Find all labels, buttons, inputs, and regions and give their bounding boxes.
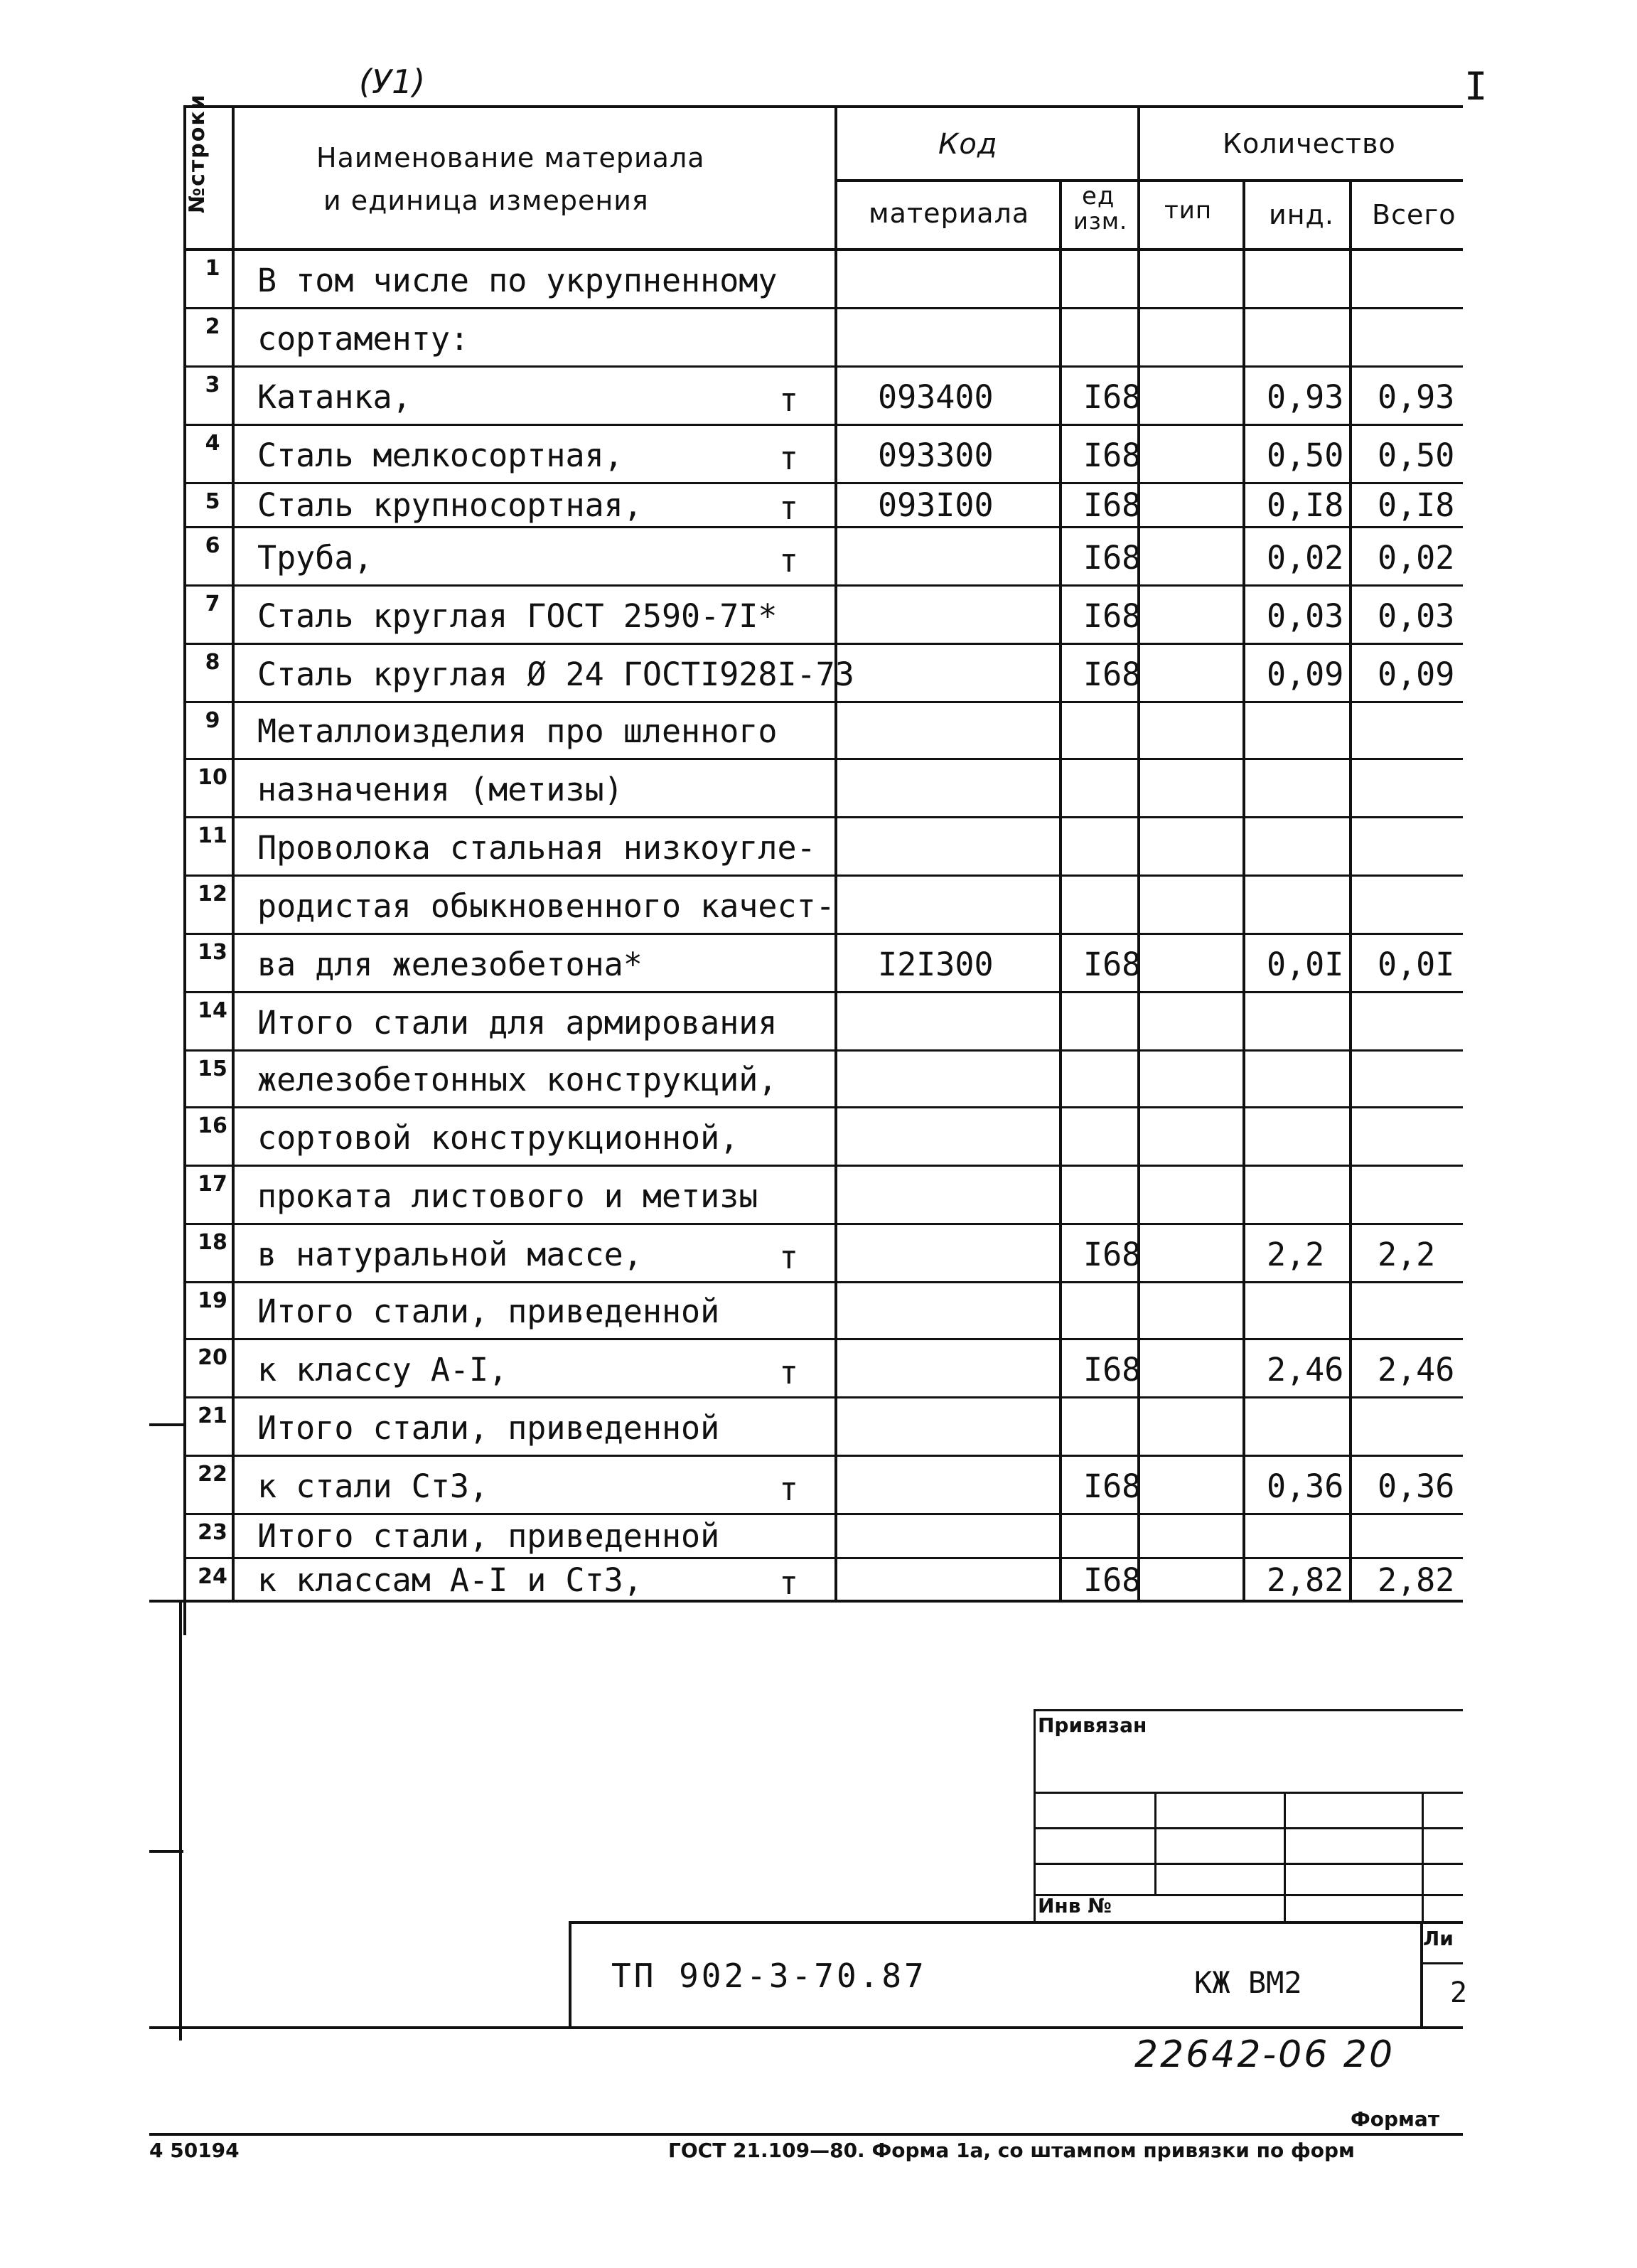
row-number: 8 (205, 650, 220, 675)
row-number: 22 (198, 1462, 227, 1487)
row-number: 9 (205, 708, 220, 733)
material-code: 093300 (878, 437, 994, 474)
name-header-line1: Наименование материала (316, 142, 705, 173)
material-name: Итого стали, приведенной (257, 1409, 720, 1447)
qty-ind-header: инд. (1269, 199, 1334, 230)
unit-code: I68 (1083, 1467, 1142, 1505)
material-name: назначения (метизы) (257, 771, 623, 808)
quantity-individual: 2,2 (1267, 1236, 1325, 1273)
unit-of-measure: т (779, 1564, 799, 1602)
row-number: 24 (198, 1564, 227, 1589)
unit-of-measure: т (779, 542, 799, 579)
sheet-mark: (У1) (359, 63, 426, 101)
unit-code: I68 (1083, 437, 1142, 474)
quantity-total: 2,46 (1378, 1351, 1455, 1389)
row-number: 7 (205, 592, 220, 616)
unit-code: I68 (1083, 1351, 1142, 1389)
row-number: 6 (205, 533, 220, 558)
material-name: родистая обыкновенного качест- (257, 887, 835, 925)
unit-code: I68 (1083, 486, 1142, 524)
material-name: Металлоизделия про шленного (257, 712, 778, 750)
row-number: 5 (205, 489, 220, 514)
quantity-total: 2,82 (1378, 1561, 1455, 1599)
qty-total-header: Всего (1372, 199, 1456, 230)
row-number: 23 (198, 1520, 227, 1545)
unit-code: I68 (1083, 946, 1142, 983)
row-number: 20 (198, 1345, 227, 1370)
material-name: Сталь мелкосортная, (257, 437, 623, 474)
code-header: Код (938, 128, 998, 161)
row-number: 1 (205, 256, 220, 281)
unit-code: I68 (1083, 1236, 1142, 1273)
quantity-total: 0,03 (1378, 597, 1455, 635)
quantity-total: 0,50 (1378, 437, 1455, 474)
format-label: Формат (1351, 2107, 1440, 2131)
row-number: 18 (198, 1230, 227, 1255)
material-name: сортовой конструкционной, (257, 1119, 739, 1157)
row-number: 2 (205, 314, 220, 339)
unit-header-line2: изм. (1073, 208, 1128, 235)
quantity-individual: 2,82 (1267, 1561, 1344, 1599)
quantity-total: 0,09 (1378, 656, 1455, 693)
quantity-total: 0,93 (1378, 378, 1455, 416)
row-number: 14 (198, 998, 227, 1023)
unit-of-measure: т (779, 381, 799, 419)
row-number: 3 (205, 373, 220, 397)
material-name: Проволока стальная низкоугле- (257, 829, 816, 867)
unit-code: I68 (1083, 656, 1142, 693)
bound-label: Привязан (1038, 1713, 1147, 1737)
row-number: 12 (198, 882, 227, 906)
material-name: В том числе по укрупненному (257, 262, 778, 299)
material-name: к классу А-I, (257, 1351, 508, 1389)
row-number-header: №строки (185, 93, 210, 213)
quantity-individual: 0,03 (1267, 597, 1344, 635)
unit-code: I68 (1083, 378, 1142, 416)
material-name: Итого стали для армирования (257, 1004, 778, 1042)
material-code: I2I300 (878, 946, 994, 983)
material-name: сортаменту: (257, 320, 470, 358)
material-name: Сталь крупносортная, (257, 486, 643, 524)
quantity-header: Количество (1223, 128, 1396, 159)
code-material-header: материала (869, 198, 1030, 229)
quantity-individual: 0,0I (1267, 946, 1344, 983)
inventory-label: Инв № (1038, 1894, 1112, 1917)
material-name: Сталь круглая Ø 24 ГОСТI928I-73 (257, 656, 854, 693)
quantity-total: 0,02 (1378, 539, 1455, 577)
material-name: в натуральной массе, (257, 1236, 643, 1273)
row-number: 16 (198, 1113, 227, 1138)
quantity-individual: 0,93 (1267, 378, 1344, 416)
unit-of-measure: т (779, 1354, 799, 1391)
unit-code: I68 (1083, 597, 1142, 635)
qty-type-header: тип (1164, 196, 1213, 225)
footer-left-code: 4 50194 (149, 2139, 240, 2162)
material-name: железобетонных конструкций, (257, 1061, 778, 1098)
row-number: 21 (198, 1403, 227, 1428)
material-name: Сталь круглая ГОСТ 2590-7I* (257, 597, 778, 635)
unit-of-measure: т (779, 439, 799, 477)
unit-of-measure: т (779, 1239, 799, 1276)
material-name: ва для железобетона* (257, 946, 643, 983)
material-name: Труба, (257, 539, 373, 577)
quantity-total: 2,2 (1378, 1236, 1436, 1273)
sheet-number: 2 (1450, 1977, 1468, 2009)
row-number: 11 (198, 823, 227, 848)
footer-gost: ГОСТ 21.109—80. Форма 1а, со штампом привязки по форм (668, 2139, 1355, 2162)
row-number: 4 (205, 431, 220, 456)
quantity-individual: 0,50 (1267, 437, 1344, 474)
name-header-line2: и единица измерения (323, 185, 649, 216)
unit-of-measure: т (779, 1470, 799, 1508)
quantity-individual: 0,02 (1267, 539, 1344, 577)
row-number: 19 (198, 1288, 227, 1313)
row-number: 15 (198, 1057, 227, 1081)
material-name: к стали Ст3, (257, 1467, 489, 1505)
row-number: 13 (198, 940, 227, 965)
material-name: Катанка, (257, 378, 412, 416)
quantity-individual: 0,36 (1267, 1467, 1344, 1505)
material-name: Итого стали, приведенной (257, 1517, 720, 1555)
drawing-mark: КЖ ВМ2 (1194, 1965, 1302, 2000)
quantity-total: 0,0I (1378, 946, 1455, 983)
quantity-individual: 0,I8 (1267, 486, 1344, 524)
unit-code: I68 (1083, 539, 1142, 577)
unit-header-line1: ед (1082, 182, 1115, 210)
archive-number: 22642-06 20 (1134, 2033, 1395, 2076)
corner-mark: I (1464, 64, 1488, 109)
material-name: проката листового и метизы (257, 1177, 758, 1215)
quantity-total: 0,I8 (1378, 486, 1455, 524)
unit-code: I68 (1083, 1561, 1142, 1599)
material-name: Итого стали, приведенной (257, 1293, 720, 1330)
row-number: 10 (198, 765, 227, 790)
unit-of-measure: т (779, 489, 799, 527)
project-code: ТП 902-3-70.87 (611, 1957, 927, 1995)
quantity-individual: 0,09 (1267, 656, 1344, 693)
material-code: 093I00 (878, 486, 994, 524)
material-name: к классам А-I и Ст3, (257, 1561, 643, 1599)
material-code: 093400 (878, 378, 994, 416)
quantity-total: 0,36 (1378, 1467, 1455, 1505)
sheet-label: Ли (1423, 1927, 1454, 1950)
row-number: 17 (198, 1172, 227, 1197)
quantity-individual: 2,46 (1267, 1351, 1344, 1389)
